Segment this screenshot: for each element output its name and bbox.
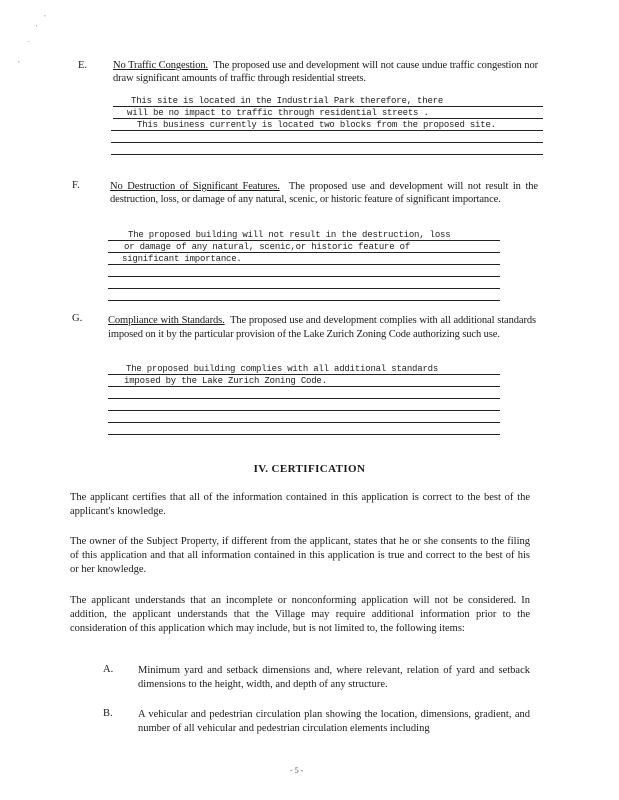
response-line xyxy=(108,363,500,375)
response-line xyxy=(111,119,543,131)
response-line xyxy=(108,229,500,241)
scan-mark: ' xyxy=(36,24,38,32)
section-f-body: The proposed use and development will not result in the destruction, loss, or damage of any natural, scenic, or historic feature of significant importance. xyxy=(110,181,538,205)
scan-mark: . xyxy=(28,36,30,44)
certification-paragraph-2: The owner of the Subject Property, if different from the applicant, states that he or she consents to the filing of this application and that all information contained in this application is true and correct to the best of his or her knowledge. xyxy=(70,536,530,575)
response-line xyxy=(113,107,543,119)
response-text: or damage of any natural, scenic,or historic feature of xyxy=(124,242,411,252)
response-line xyxy=(108,241,500,253)
section-e-paragraph xyxy=(113,59,538,85)
response-text: imposed by the Lake Zurich Zoning Code. xyxy=(124,376,327,386)
section-g-paragraph xyxy=(108,314,536,341)
page-number: - 5 - xyxy=(290,766,304,775)
section-g-heading: Compliance with Standards. xyxy=(108,315,225,326)
certification-paragraph-1: The applicant certifies that all of the information contained in this application is correct to the best of the applicant's knowledge. xyxy=(70,492,530,517)
section-e-heading: No Traffic Congestion. xyxy=(113,60,209,71)
response-text: This business currently is located two blocks from the proposed site. xyxy=(137,120,496,130)
response-line xyxy=(111,131,543,143)
certification-paragraph-3: The applicant understands that an incomplete or nonconforming application will not be considered. In addition, the applicant understands that the Village may require additional information prior to the consideration of this application which may include, but is not limited to, the following items: xyxy=(70,595,530,634)
response-text: significant importance. xyxy=(122,254,242,264)
response-line xyxy=(108,277,500,289)
section-f-paragraph xyxy=(110,180,538,206)
response-line xyxy=(108,387,500,399)
item-b-text: A vehicular and pedestrian circulation plan showing the location, dimensions, gradient, and number of all vehicular and pedestrian circulation elements including xyxy=(138,709,530,734)
response-text: This site is located in the Industrial Park therefore, there xyxy=(131,96,444,106)
response-line xyxy=(108,265,500,277)
response-text: The proposed building will not result in the destruction, loss xyxy=(128,230,451,240)
response-line xyxy=(113,95,543,107)
response-line xyxy=(108,375,500,387)
section-g-response-lines xyxy=(108,363,500,435)
response-line xyxy=(111,143,543,155)
response-line xyxy=(108,423,500,435)
section-e-letter: E. xyxy=(78,60,88,71)
response-text: will be no impact to traffic through residential streets . xyxy=(127,108,429,118)
section-f-heading: No Destruction of Significant Features. xyxy=(110,181,280,192)
response-line xyxy=(108,399,500,411)
scan-mark: , xyxy=(44,10,46,18)
item-a-letter: A. xyxy=(103,664,114,675)
response-line xyxy=(108,289,500,301)
section-g-body: The proposed use and development complies with all additional standards imposed on it by the particular provision of the Lake Zurich Zoning Code authorizing such use. xyxy=(108,315,536,340)
section-e-response-lines xyxy=(111,95,543,155)
section-f-response-lines xyxy=(108,229,500,301)
response-line xyxy=(108,253,500,265)
section-f-letter: F. xyxy=(72,180,80,191)
item-a-text: Minimum yard and setback dimensions and, where relevant, relation of yard and setback dimensions to the height, width, and depth of any structure. xyxy=(138,665,530,690)
section-g-letter: G. xyxy=(72,313,83,324)
item-b-letter: B. xyxy=(103,708,113,719)
section-e-body: The proposed use and development will not cause undue traffic congestion nor draw significant amounts of traffic through residential streets. xyxy=(113,60,538,84)
scan-mark: , xyxy=(18,56,20,64)
certification-title: IV. CERTIFICATION xyxy=(253,463,366,475)
response-line xyxy=(108,411,500,423)
response-text: The proposed building complies with all additional standards xyxy=(126,364,439,374)
